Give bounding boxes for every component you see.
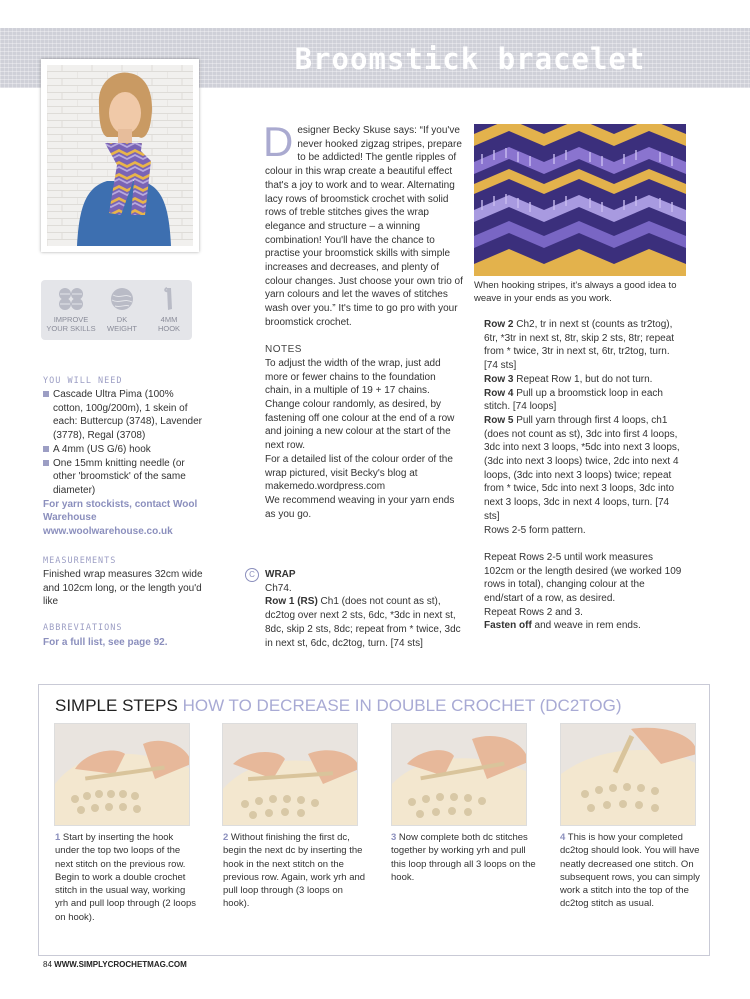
step-1-text: 1 Start by inserting the hook under the top two loops of the next stitch on the previous row. Begin to work a double crochet stitch in the usual way, working yrh and pull loop through (2 loops on hook). <box>55 832 197 923</box>
yarn-weight-icon <box>110 287 134 311</box>
page-footer <box>43 960 187 969</box>
you-will-need-heading: YOU WILL NEED <box>43 376 123 386</box>
row-2: Row 2 Ch2, tr in next st (counts as tr2tog), 6tr, *3tr in next st, 8tr, skip 2 sts, 8tr; repeat from * twice, 3tr in next st, 6tr, tr2tog, turn. [74 sts] <box>484 319 675 372</box>
intro-text: esigner Becky Skuse says: “If you've never hooked zigzag stripes, prepare to be addicted! The gentle ripples of colour in this wrap create a beautiful effect that's a joy to work and to wear. Alternating lacy rows of broomstick crochet with solid rows of treble stitches gives the wrap elegance and structure – a winning combination! You'll have the chance to practise your broomstick skills with simple increases and decreases, and plenty of colour changes. Just choose your own trio of yarn colours and let the waves of stitches wash over you.” It's time to go pro with your broomstick crochet. <box>265 125 463 328</box>
crochet-hook-icon <box>162 287 176 311</box>
row-5: Row 5 Pull yarn through first 4 loops, ch1 (does not count as st), 3dc into first 4 loops, 3dc into next 3 loops, *5dc into next 3 loops, (3dc into next 3 loops) twice, 2dc into next 4 loops, (3dc into next 3 loops) twice; repeat from * twice, 5dc into next 3 loops, 3dc into next 3 loops, 3dc in next 4 loops, turn. [74 sts] <box>484 414 680 522</box>
stat-hook: 4MM HOOK <box>144 287 194 333</box>
yarn-balls-icon <box>58 287 84 311</box>
list-item: A 4mm (US G/6) hook <box>43 443 203 457</box>
step-4-text: 4 This is how your completed dc2tog should look. You will have neatly decreased one stitch. On subsequent rows, you can simply work a stitch into the top of the dc2tog stitch as usual. <box>560 832 700 910</box>
materials-list <box>43 388 203 539</box>
step-3-photo <box>391 723 527 826</box>
step-4-photo <box>560 723 696 826</box>
wrap-section <box>265 568 465 650</box>
row-1: Row 1 (RS) Ch1 (does not count as st), dc2tog over next 2 sts, 6dc, *3dc in next st, 8dc, skip 2 sts, 8dc; repeat from * twice, 3dc in next st, 6dc, dc2tog, turn. [74 sts] <box>265 596 461 649</box>
swatch-photo <box>474 124 686 276</box>
stat-weight: DK WEIGHT <box>97 287 147 333</box>
wrap-chain: Ch74. <box>265 582 292 594</box>
step-2-text: 2 Without finishing the first dc, begin the next dc by inserting the hook in the next stitch on the previous row. Again, work yrh and pull loop through (3 loops on hook). <box>223 832 366 910</box>
row-4: Row 4 Pull up a broomstick loop in each stitch. [74 loops] <box>484 387 663 413</box>
page-number: 84 <box>43 960 52 969</box>
website-link[interactable]: WWW.SIMPLYCROCHETMAG.COM <box>54 960 187 969</box>
notes-heading: NOTES <box>265 344 302 356</box>
page-title: Broomstick bracelet <box>294 42 646 76</box>
row-3: Row 3 Repeat Row 1, but do not turn. <box>484 373 653 385</box>
model-photo <box>41 59 199 252</box>
notes-line: For a detailed list of the colour order of the wrap pictured, visit Becky's blog at makemedo.wordpress.com <box>265 453 453 493</box>
pattern-rows <box>484 318 684 633</box>
swatch-caption: When hooking stripes, it's always a good idea to weave in your ends as you work. <box>474 280 677 304</box>
repeat-2-3: Repeat Rows 2 and 3. <box>484 606 583 618</box>
notes-line: To adjust the width of the wrap, just add more or fewer chains to the foundation chain, in a multiple of 19 + 17 chains. <box>265 357 441 397</box>
stockists-note: For yarn stockists, contact Wool Warehouse www.woolwarehouse.co.uk <box>43 498 198 538</box>
rows-form: Rows 2-5 form pattern. <box>484 524 586 536</box>
notes-line: Change colour randomly, as desired, by fastening off one colour at the end of a row and joining a new colour at the start of the next row. <box>265 399 455 452</box>
intro-column <box>263 118 465 521</box>
wrap-heading: WRAP <box>265 569 296 580</box>
drop-cap: D <box>263 118 294 165</box>
step-3-text: 3 Now complete both dc stitches together by working yrh and pull this loop through all 3 loops on the hook. <box>391 832 536 883</box>
abbreviations-text: For a full list, see page 92. <box>43 637 168 648</box>
step-1-photo <box>54 723 190 826</box>
measurements-text: Finished wrap measures 32cm wide and 102cm long, or the length you'd like <box>43 569 203 608</box>
simple-steps-title: SIMPLE STEPS HOW TO DECREASE IN DOUBLE CROCHET (DC2TOG) <box>55 696 622 715</box>
notes-line: We recommend weaving in your yarn ends as you go. <box>265 494 455 520</box>
step-2-photo <box>222 723 358 826</box>
list-item: Cascade Ultra Pima (100% cotton, 100g/200m), 1 skein of each: Buttercup (3748), Lavender (3778), Regal (3708) <box>43 388 203 443</box>
copyright-symbol: C <box>245 568 259 582</box>
abbreviations-heading: ABBREVIATIONS <box>43 623 123 633</box>
stat-skill: IMPROVE YOUR SKILLS <box>46 287 96 333</box>
list-item: One 15mm knitting needle (or other 'broomstick' of the same diameter) <box>43 457 203 498</box>
repeat-text: Repeat Rows 2-5 until work measures 102cm or the length desired (we worked 109 rows in total), changing colour at the end/start of a row, as desired. <box>484 551 682 605</box>
measurements-heading: MEASUREMENTS <box>43 556 117 566</box>
fasten-off: Fasten off and weave in rem ends. <box>484 620 641 632</box>
